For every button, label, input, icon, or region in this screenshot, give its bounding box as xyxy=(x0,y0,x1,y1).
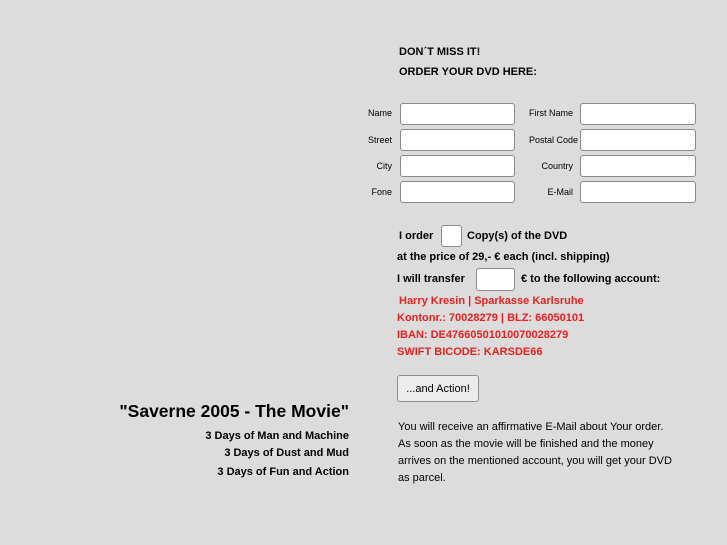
country-field[interactable] xyxy=(580,155,696,177)
movie-tagline-1: 3 Days of Man and Machine xyxy=(205,430,349,442)
order-info-line: You will receive an affirmative E-Mail about Your order. xyxy=(398,421,664,433)
first-name-label: First Name xyxy=(528,108,573,118)
email-label: E-Mail xyxy=(547,187,573,197)
name-field[interactable] xyxy=(400,103,515,125)
i-order-label: I order xyxy=(399,230,434,242)
order-info-line: as parcel. xyxy=(398,472,446,484)
copies-field[interactable] xyxy=(441,225,462,247)
order-info-line: As soon as the movie will be finished and the money xyxy=(398,438,654,450)
amount-field[interactable] xyxy=(476,268,515,291)
street-field[interactable] xyxy=(400,129,515,151)
copies-of-dvd-label: Copy(s) of the DVD xyxy=(467,230,568,242)
postal-code-field[interactable] xyxy=(580,129,696,151)
movie-tagline-2: 3 Days of Dust and Mud xyxy=(224,447,349,459)
movie-tagline-3: 3 Days of Fun and Action xyxy=(217,466,349,478)
account-holder: Harry Kresin | Sparkasse Karlsruhe xyxy=(399,295,584,307)
street-label: Street xyxy=(367,135,392,145)
submit-button[interactable]: ...and Action! xyxy=(397,375,479,402)
account-iban: IBAN: DE47660501010070028279 xyxy=(397,329,569,341)
account-number: Kontonr.: 70028279 | BLZ: 66050101 xyxy=(397,312,585,324)
order-heading-line1: DON´T MISS IT! xyxy=(399,46,481,58)
country-label: Country xyxy=(541,161,573,171)
to-account-label: € to the following account: xyxy=(521,273,661,285)
price-text: at the price of 29,- € each (incl. shipping) xyxy=(397,251,610,263)
account-swift: SWIFT BICODE: KARSDE66 xyxy=(397,346,543,358)
fone-field[interactable] xyxy=(400,181,515,203)
email-field[interactable] xyxy=(580,181,696,203)
order-info-text xyxy=(398,419,708,487)
city-label: City xyxy=(376,161,392,171)
order-heading-line2: ORDER YOUR DVD HERE: xyxy=(399,66,537,78)
city-field[interactable] xyxy=(400,155,515,177)
first-name-field[interactable] xyxy=(580,103,696,125)
fone-label: Fone xyxy=(371,187,392,197)
movie-title: "Saverne 2005 - The Movie" xyxy=(119,401,349,421)
name-label: Name xyxy=(367,108,392,118)
i-will-transfer-label: I will transfer xyxy=(397,273,465,285)
order-info-line: arrives on the mentioned account, you will get your DVD xyxy=(398,455,672,467)
postal-code-label: Postal Code xyxy=(528,135,578,145)
